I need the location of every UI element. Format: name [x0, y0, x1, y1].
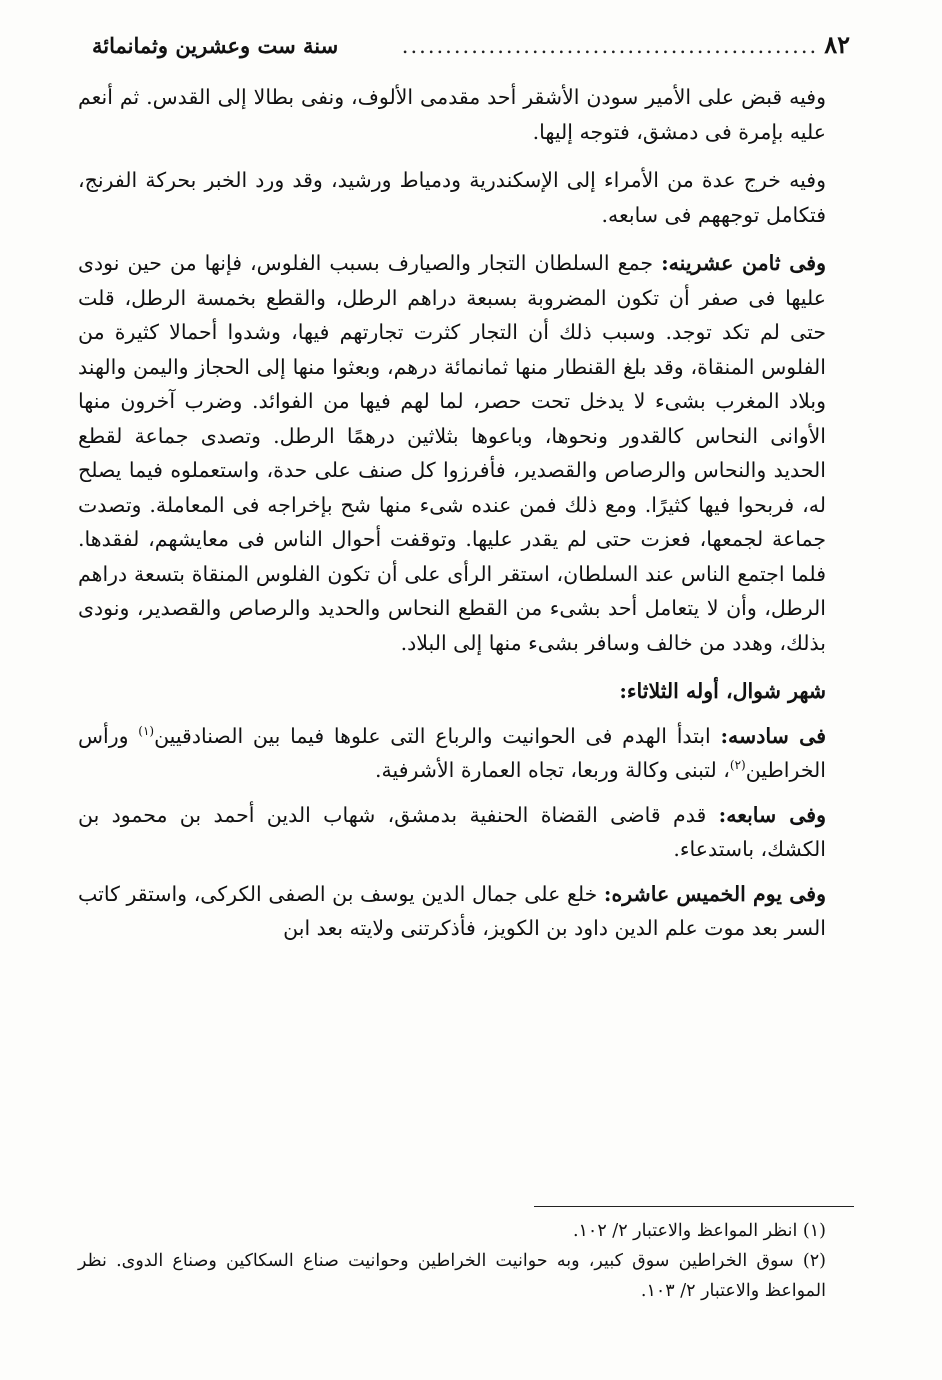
paragraph-text: ورأس الخراطين [78, 723, 826, 782]
paragraph [78, 798, 854, 867]
paragraph [78, 80, 854, 149]
paragraph-text: وفيه قبض على الأمير سودن الأشقر أحد مقدمى الألوف، ونفى بطالا إلى القدس. ثم أنعم عليه بإمرة فى دمشق، فتوجه إليها. [78, 85, 826, 144]
paragraph [78, 877, 854, 946]
paragraph-text: قدم قاضى القضاة الحنفية بدمشق، شهاب الدين أحمد بن محمود بن الكشك، باستدعاء. [78, 802, 826, 861]
footnote: (١) انظر المواعظ والاعتبار ٢/ ١٠٢. [572, 1221, 826, 1241]
main-text [78, 80, 854, 960]
footnotes [78, 1216, 854, 1306]
paragraph [78, 719, 854, 788]
footnote-ref[interactable]: (١) [138, 723, 155, 738]
month-heading-text: شهر شوال، أوله الثلاثاء: [619, 679, 826, 703]
paragraph [78, 163, 854, 232]
running-head [92, 30, 850, 59]
paragraph-text: جمع السلطان التجار والصيارف بسبب الفلوس، فإنها من حين نودى عليها فى صفر أن تكون المضروبة بسبعة دراهم الرطل، والقطع بخمسة الرطل، قلت حتى لم تكد توجد. وسبب ذلك أن التجار كثرت تجارتهم فيها، وشدوا أحمالا كثيرة من الفلوس المنقاة، وقد بلغ القنطار منها ثمانمائة درهم، وبعثوا منها إلى الحجاز واليمن والهند وبلاد المغرب بشىء لا يدخل تحت حصر، لما لهم فيها من الفوائد. وضرب آخرون منها الأوانى النحاس كالقدور ونحوها، وباعوها بثلاثين درهمًا الرطل. وتصدى جماعة لقطع الحديد والنحاس والرصاص والقصدير، فأفرزوا كل صنف على حدة، واستعملوه فيما يصلح له، فربحوا فيها كثيرًا. ومع ذلك فمن عنده شىء منها شح بإخراجه فى المعاملة. وتصدت جماعة لجمعها، فعزت حتى لم يقدر عليها. وتوقفت أحوال الناس فى معايشهم، لفقدها. فلما اجتمع الناس عند السلطان، استقر الرأى على أن تكون الفلوس المنقاة بتسعة دراهم الرطل، وأن لا يتعامل أحد بشىء من القطع النحاس والحديد والرصاص والقصدير، ونودى بذلك، وهدد من خالف وسافر بشىء منها إلى البلاد. [78, 251, 826, 655]
paragraph-text: ابتدأ الهدم فى الحوانيت والرباع التى علوها فيما بين الصنادقيين [154, 723, 721, 748]
paragraph-lead: وفى يوم الخميس عاشره: [603, 881, 826, 906]
footnote-ref[interactable]: (٢) [729, 758, 746, 773]
footnote-rule [534, 1206, 854, 1207]
page-number: ٨٢ [824, 30, 850, 59]
paragraph-text: ، لتبنى وكالة وربعا، تجاه العمارة الأشرفية. [375, 758, 730, 782]
running-title: سنة ست وعشرين وثمانمائة [92, 33, 339, 58]
paragraph-text: خلع على جمال الدين يوسف بن الصفى الكركى، واستقر كاتب السر بعد موت علم الدين داود بن الكويز، فأذكرتنى ولايته بعد ابن [78, 881, 826, 940]
paragraph-lead: فى سادسه: [720, 723, 826, 748]
paragraph [78, 246, 854, 660]
paragraph-lead: وفى سابعه: [718, 802, 826, 827]
paragraph-text: وفيه خرج عدة من الأمراء إلى الإسكندرية ودمياط ورشيد، وقد ورد الخبر بحركة الفرنج، فتكامل توجههم فى سابعه. [78, 168, 826, 227]
leader-dots: ................................................ [401, 34, 819, 58]
month-heading [78, 674, 854, 709]
paragraph-lead: وفى ثامن عشرينه: [661, 251, 826, 275]
footnote: (٢) سوق الخراطين سوق كبير، وبه حوانيت الخراطين وحوانيت صناع السكاكين وصناع الدوى. نظر المواعظ والاعتبار ٢/ ١٠٣. [78, 1251, 826, 1301]
